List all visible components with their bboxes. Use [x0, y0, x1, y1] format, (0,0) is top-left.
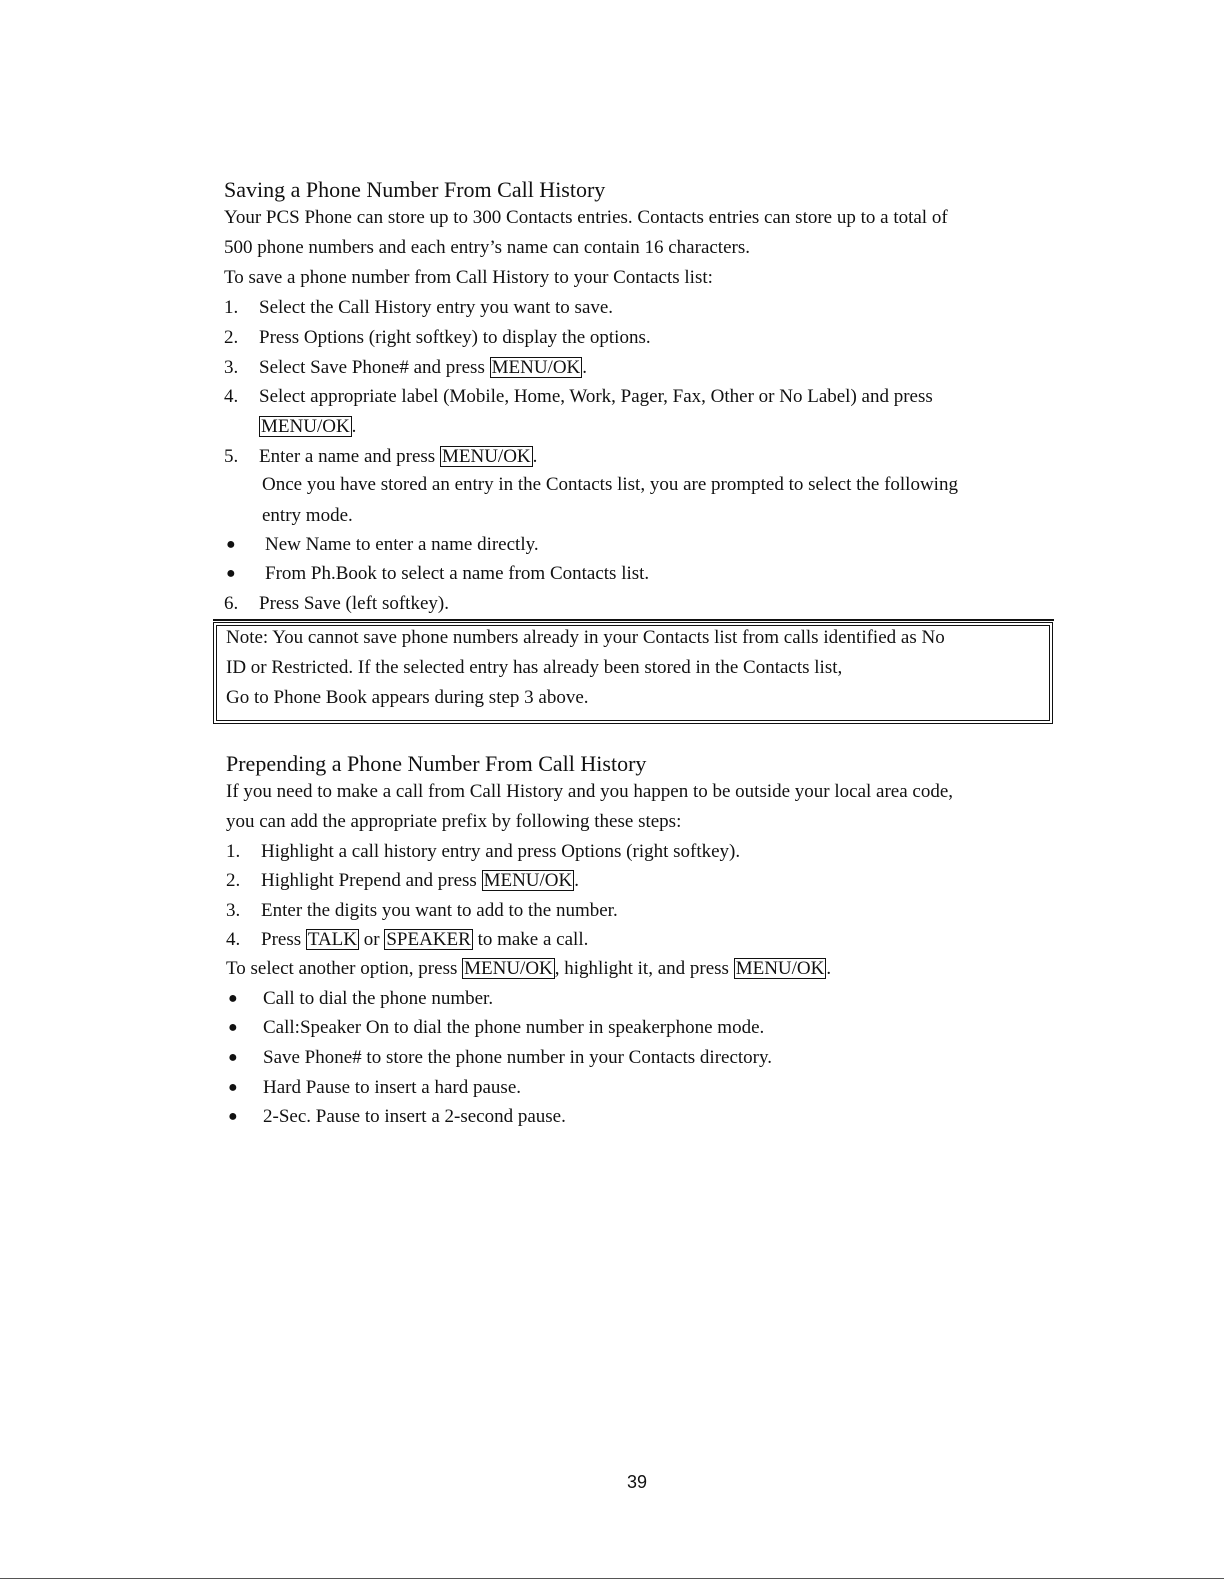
- menu-ok-key: MENU/OK: [483, 870, 573, 891]
- menu-ok-key: MENU/OK: [441, 446, 531, 467]
- bullet-icon: ●: [228, 1019, 238, 1036]
- step-number: 4.: [224, 386, 239, 407]
- bullet-text: Save Phone# to store the phone number in your Contacts directory.: [263, 1047, 773, 1068]
- paragraph-line: Your PCS Phone can store up to 300 Contacts entries. Contacts entries can store up to a total of: [224, 207, 948, 228]
- step-text-part: .: [574, 870, 579, 891]
- bullet-icon: ●: [226, 536, 236, 553]
- step-text: Once you have stored an entry in the Contacts list, you are prompted to select the following: [262, 474, 958, 495]
- talk-key: TALK: [307, 929, 358, 950]
- bullet-icon: ●: [226, 565, 236, 582]
- step-text: [261, 929, 588, 951]
- speaker-key: SPEAKER: [386, 929, 471, 950]
- step-text: [259, 357, 587, 379]
- note-text: Note: You cannot save phone numbers already in your Contacts list from calls identified as No: [226, 627, 945, 648]
- step-text: Enter the digits you want to add to the number.: [261, 900, 618, 921]
- step-number: 6.: [224, 593, 239, 614]
- page-number: 39: [627, 1472, 648, 1492]
- step-text-part: .: [532, 446, 538, 467]
- bullet-text: 2-Sec. Pause to insert a 2-second pause.: [263, 1106, 566, 1127]
- bullet-text: From Ph.Book to select a name from Contacts list.: [265, 563, 650, 584]
- bullet-text: Hard Pause to insert a hard pause.: [263, 1077, 522, 1098]
- note-text: Go to Phone Book appears during step 3 above.: [226, 687, 589, 708]
- step-text-part: Highlight Prepend and press: [261, 870, 482, 891]
- step-number: 1.: [224, 297, 239, 318]
- step-text: entry mode.: [262, 505, 353, 526]
- step-text-part: to make a call.: [472, 929, 589, 950]
- step-text: Select appropriate label (Mobile, Home, Work, Pager, Fax, Other or No Label) and press: [259, 386, 933, 407]
- bullet-text: Call to dial the phone number.: [263, 988, 494, 1009]
- menu-ok-key: MENU/OK: [735, 958, 825, 979]
- bullet-text: New Name to enter a name directly.: [265, 534, 539, 555]
- bullet-icon: ●: [228, 990, 238, 1007]
- section-title-prepending: Prepending a Phone Number From Call History: [226, 751, 647, 776]
- step-text: Press Save (left softkey).: [259, 593, 449, 614]
- step-number: 3.: [226, 900, 241, 921]
- divider: [213, 619, 1054, 621]
- step-text-part: Enter a name and press: [259, 446, 440, 467]
- step-text: [261, 870, 579, 892]
- step-text-part: Select Save Phone# and press: [259, 357, 490, 378]
- step-text-part: .: [351, 416, 357, 437]
- step-number: 2.: [224, 327, 239, 348]
- text-part: , highlight it, and press: [554, 958, 734, 979]
- menu-ok-key: MENU/OK: [491, 357, 581, 378]
- step-number: 2.: [226, 870, 241, 891]
- text-part: To select another option, press: [226, 958, 463, 979]
- step-text-part: .: [582, 357, 588, 378]
- bullet-text: Call:Speaker On to dial the phone number in speakerphone mode.: [263, 1017, 765, 1038]
- step-number: 1.: [226, 841, 241, 862]
- step-text: Press Options (right softkey) to display the options.: [259, 327, 651, 348]
- paragraph-line: To save a phone number from Call History to your Contacts list:: [224, 267, 713, 288]
- section-title-saving: Saving a Phone Number From Call History: [224, 177, 606, 202]
- page-edge: [0, 1578, 1224, 1579]
- paragraph-line: [226, 958, 831, 980]
- step-number: 4.: [226, 929, 241, 950]
- paragraph-line: If you need to make a call from Call History and you happen to be outside your local area code,: [226, 781, 954, 802]
- step-text-part: Press: [261, 929, 306, 950]
- step-text-part: or: [359, 929, 385, 950]
- bullet-icon: ●: [228, 1049, 238, 1066]
- menu-ok-key: MENU/OK: [261, 416, 350, 437]
- paragraph-line: you can add the appropriate prefix by following these steps:: [226, 811, 682, 832]
- step-text: [259, 416, 356, 438]
- step-number: 5.: [224, 446, 239, 467]
- menu-ok-key: MENU/OK: [464, 958, 553, 979]
- bullet-icon: ●: [228, 1108, 238, 1125]
- text-part: .: [826, 958, 832, 979]
- step-text: Highlight a call history entry and press Options (right softkey).: [261, 841, 741, 862]
- bullet-icon: ●: [228, 1079, 238, 1096]
- step-text: [259, 446, 537, 468]
- paragraph-line: 500 phone numbers and each entry’s name can contain 16 characters.: [224, 237, 750, 258]
- step-number: 3.: [224, 357, 239, 378]
- note-text: ID or Restricted. If the selected entry has already been stored in the Contacts list,: [226, 657, 843, 678]
- step-text: Select the Call History entry you want to save.: [259, 297, 614, 318]
